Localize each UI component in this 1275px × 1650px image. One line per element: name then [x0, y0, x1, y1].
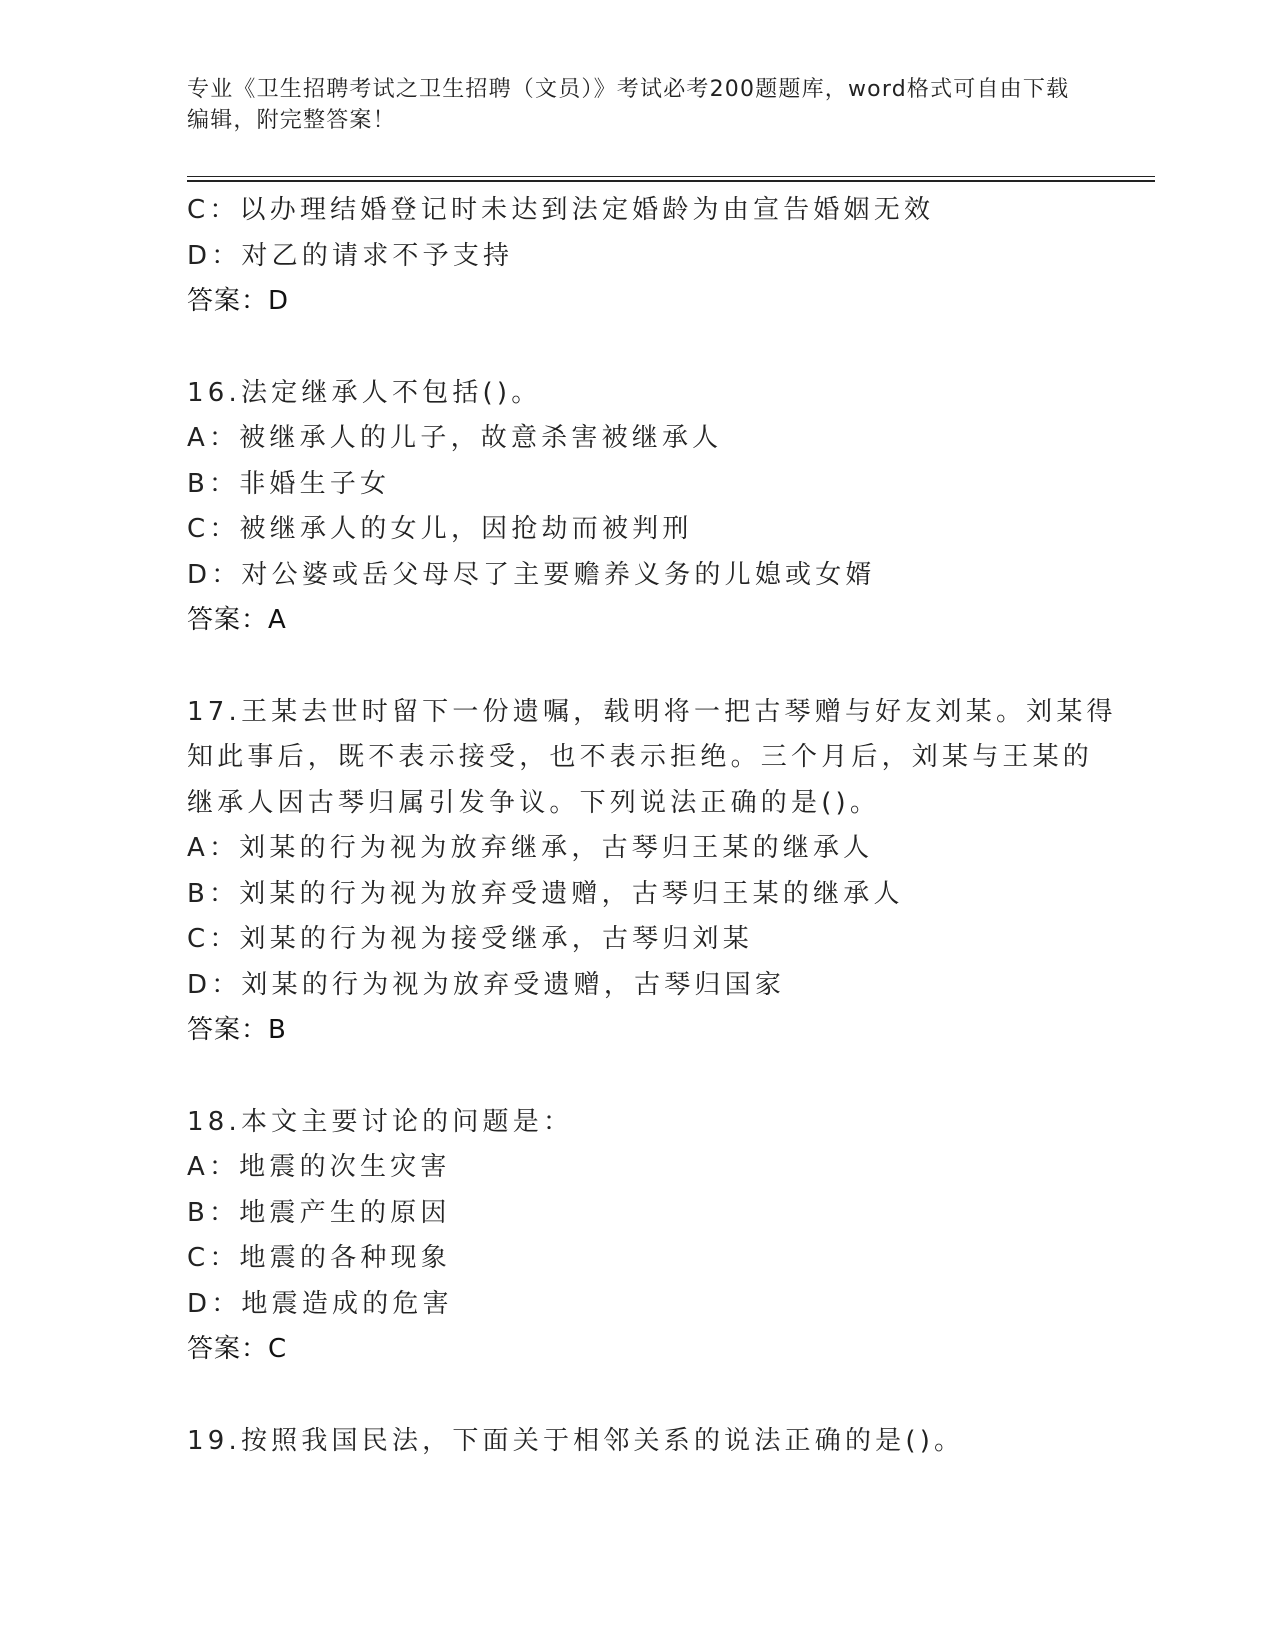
option-line: D：地震造成的危害 [187, 1288, 453, 1319]
block-spacer [187, 325, 1147, 371]
question-block [187, 188, 1147, 325]
option-line: C：被继承人的女儿，因抢劫而被判刑 [187, 514, 693, 544]
header-rule-thick [187, 180, 1155, 182]
option-line: D：刘某的行为视为放弃受遗赠，古琴归国家 [187, 969, 786, 1000]
option-line: A：地震的次生灾害 [187, 1152, 451, 1182]
block-spacer [187, 644, 1147, 690]
answer-line: 答案：C [187, 1334, 288, 1364]
question-block [187, 371, 1147, 644]
header-rule-thin [187, 176, 1155, 177]
option-line: A：刘某的行为视为放弃继承，古琴归王某的继承人 [187, 833, 874, 863]
option-line: D：对乙的请求不予支持 [187, 240, 514, 271]
option-line: C：以办理结婚登记时未达到法定婚龄为由宣告婚姻无效 [187, 195, 935, 225]
question-text: 19.按照我国民法，下面关于相邻关系的说法正确的是()。 [187, 1425, 965, 1456]
question-text: 18.本文主要讨论的问题是： [187, 1106, 574, 1137]
question-block [187, 1419, 1147, 1465]
question-list [187, 188, 1147, 1464]
option-line: C：地震的各种现象 [187, 1243, 451, 1273]
question-text: 17.王某去世时留下一份遗嘱，载明将一把古琴赠与好友刘某。刘某得 [187, 696, 1117, 727]
question-block [187, 1100, 1147, 1373]
question-text: 16.法定继承人不包括()。 [187, 377, 542, 408]
option-line: A：被继承人的儿子，故意杀害被继承人 [187, 423, 723, 453]
document-header: 专业《卫生招聘考试之卫生招聘（文员）》考试必考200题题库，word格式可自由下载编辑，附完整答案！ [187, 77, 1070, 133]
answer-line: 答案：D [187, 286, 290, 316]
option-line: B：刘某的行为视为放弃受遗赠，古琴归王某的继承人 [187, 878, 904, 909]
option-line: C：刘某的行为视为接受继承，古琴归刘某 [187, 924, 753, 954]
option-line: D：对公婆或岳父母尽了主要赡养义务的儿媳或女婿 [187, 559, 876, 590]
block-spacer [187, 1373, 1147, 1419]
option-line: B：地震产生的原因 [187, 1197, 451, 1228]
option-line: 知此事后，既不表示接受，也不表示拒绝。三个月后，刘某与王某的 [187, 742, 1094, 772]
option-line: B：非婚生子女 [187, 468, 391, 499]
question-block [187, 690, 1147, 1054]
answer-line: 答案：A [187, 605, 287, 635]
option-line: 继承人因古琴归属引发争议。下列说法正确的是()。 [187, 787, 881, 818]
answer-line: 答案：B [187, 1015, 287, 1045]
block-spacer [187, 1054, 1147, 1100]
